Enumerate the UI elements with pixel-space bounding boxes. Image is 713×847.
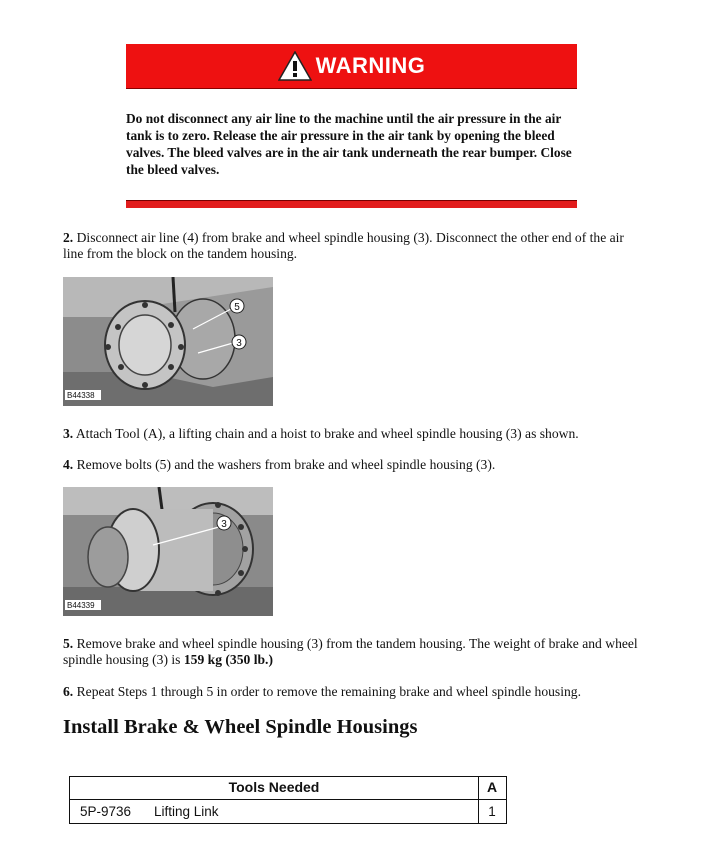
step-number: 4.: [63, 457, 74, 472]
warning-divider: [126, 200, 577, 208]
tool-quantity: 1: [488, 804, 496, 819]
warning-triangle-icon: [278, 51, 312, 81]
tools-table: [69, 776, 507, 824]
photo-spindle-housing-2: [63, 487, 273, 616]
step-4: [63, 457, 643, 473]
photo-id-label: B44338: [67, 391, 95, 400]
step-number: 2.: [63, 230, 74, 245]
callout-3: 3: [236, 338, 242, 349]
tool-description: Lifting Link: [154, 804, 219, 819]
photo-illustration: [63, 277, 273, 406]
warning-text: Do not disconnect any air line to the machine until the air pressure in the air tank is to zero. Release the air pressure in the air tank by opening the bleed valves. The bleed valves are in the air tank underneath the rear bumper. Close the bleed valves.: [126, 111, 572, 177]
section-title: Install Brake & Wheel Spindle Housings: [63, 716, 418, 738]
step-text: Remove brake and wheel spindle housing (3) from the tandem housing. The weight of brake and wheel spindle housing (3) is: [63, 636, 638, 667]
step-number: 3.: [63, 426, 74, 441]
step-number: 5.: [63, 636, 74, 651]
tool-part-number: 5P-9736: [80, 804, 132, 819]
callout-5: 5: [234, 302, 240, 313]
warning-title: WARNING: [315, 53, 426, 78]
table-divider: [70, 799, 506, 800]
step-3: [63, 426, 643, 442]
warning-banner: [126, 44, 577, 89]
callout-3: 3: [221, 519, 227, 530]
step-text: Repeat Steps 1 through 5 in order to remove the remaining brake and wheel spindle housing.: [76, 684, 581, 699]
step-text: Attach Tool (A), a lifting chain and a hoist to brake and wheel spindle housing (3) as shown.: [75, 426, 579, 441]
column-a-header: A: [486, 779, 498, 795]
step-6: [63, 684, 643, 700]
step-5: [63, 636, 643, 668]
tools-header: Tools Needed: [228, 779, 320, 795]
photo-illustration: [63, 487, 273, 616]
step-text: Remove bolts (5) and the washers from brake and wheel spindle housing (3).: [76, 457, 496, 472]
step-2: [63, 230, 643, 262]
step-weight: 159 kg (350 lb.): [183, 652, 273, 667]
step-number: 6.: [63, 684, 74, 699]
step-text: Disconnect air line (4) from brake and wheel spindle housing (3). Disconnect the other end of the air line from the block on the tandem housing.: [63, 230, 624, 261]
photo-spindle-housing-1: [63, 277, 273, 406]
photo-id-label: B44339: [67, 601, 95, 610]
